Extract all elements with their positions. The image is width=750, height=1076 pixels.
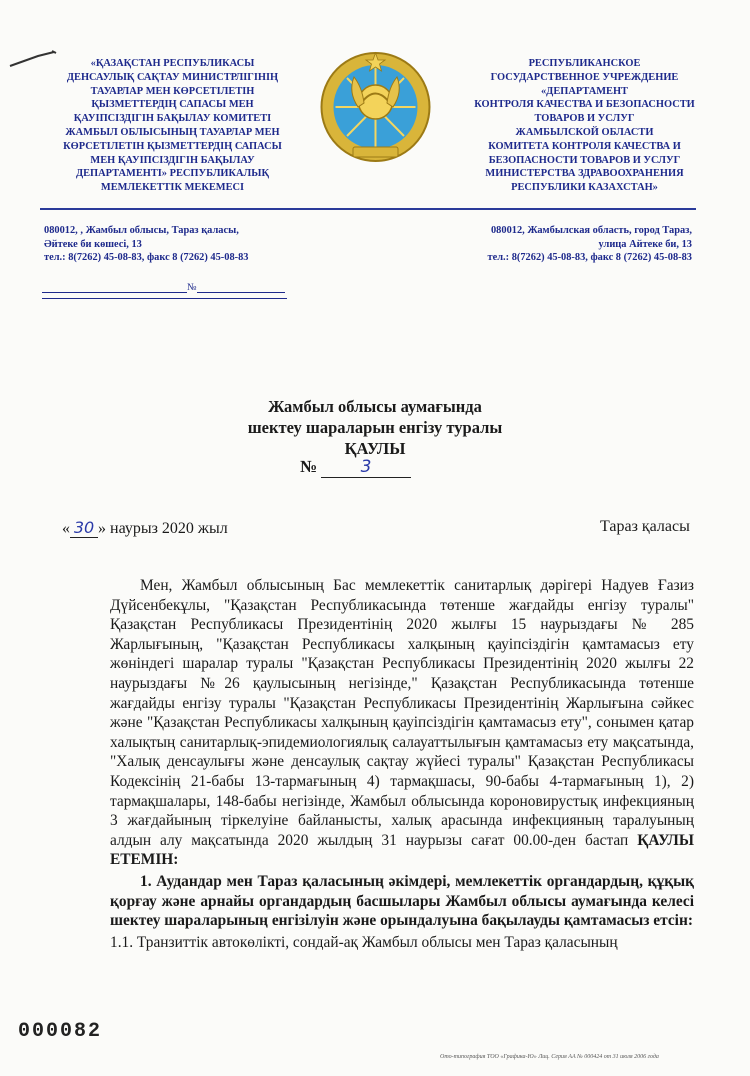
header-divider bbox=[40, 208, 696, 210]
header-left-line: ЖАМБЫЛ ОБЛЫСЫНЫҢ ТАУАРЛАР МЕН bbox=[65, 126, 280, 138]
document-number-line bbox=[300, 457, 411, 478]
header-right-line: РЕСПУБЛИКИ КАЗАХСТАН» bbox=[511, 182, 658, 194]
address-right-line: тел.: 8(7262) 45-08-83, факс 8 (7262) 45-08-83 bbox=[487, 252, 692, 263]
header-left-line: ДЕНСАУЛЫҚ САҚТАУ МИНИСТРЛІГІНІҢ bbox=[66, 71, 279, 83]
header-left-line: ТАУАРЛАР МЕН КӨРСЕТІЛЕТІН bbox=[90, 85, 255, 97]
document-city: Тараз қаласы bbox=[600, 518, 690, 535]
header-right-line: КОНТРОЛЯ КАЧЕСТВА И БЕЗОПАСНОСТИ bbox=[474, 99, 695, 111]
registration-number-line bbox=[42, 282, 285, 293]
document-title-line2: шектеу шараларын енгізу туралы bbox=[247, 418, 503, 437]
header-right-line: «ДЕПАРТАМЕНТ bbox=[540, 85, 628, 97]
header-left-line: ҚЫЗМЕТТЕРДІҢ САПАСЫ МЕН bbox=[91, 99, 254, 111]
resolution-phrase: ҚАУЛЫ ЕТЕМІН: bbox=[110, 831, 694, 869]
print-footer: Ото-типография ТОО «Графика-Ю» Лиц. Серия АА № 000424 от 31 июля 2006 года bbox=[440, 1054, 659, 1060]
address-left bbox=[44, 224, 334, 265]
address-left-line: 080012, , Жамбыл облысы, Тараз қаласы, bbox=[44, 225, 239, 236]
body-paragraph-item1: 1. Аудандар мен Тараз қаласының әкімдері, мемлекеттік органдардың, құқық қорғау және арнайы органдардың басшылары Жамбыл облысы аумағында келесі шектеу шараларының енгізілуін және орындалуына бақылауды қамтамасыз етсін: bbox=[110, 872, 694, 930]
address-right bbox=[430, 224, 692, 265]
header-left-line: МЕН ҚАУІПСІЗДІГІН БАҚЫЛАУ bbox=[90, 154, 255, 166]
header-right-line: ТОВАРОВ И УСЛУГ bbox=[534, 113, 635, 125]
document-type-heading: ҚАУЛЫ bbox=[344, 439, 406, 458]
preamble-text: Мен, Жамбыл облысының Бас мемлекеттік санитарлық дәрігері Надуев Ғазиз Дүйсенбекұлы, "Қазақстан Республикасында төтенше жағдайды енгізу туралы" Қазақстан Республикасы Президентінің 2020 жылғы 15 наурыздағы № 285 Жарлығының, "Қазақстан Республикасы халқының қауіпсіздігін қамтамасыз ету жөніндегі шаралар туралы "Қазақстан Республикасы Президентінің 2020 жылғы 22 наурыздағы №26 қаулысының негізінде," Қазақстан Республикасында төтенше жағдайды енгізу туралы "Қазақстан Республикасы Президентінің Жарлығына сәйкес және "Қазақстан Республикасы халқының қауіпсіздігін қамтамасыз ету", сонымен қатар халықтың санитарлық-эпидемиологиялық салауаттылығын қамтамасыз ету мақсатында, "Халық денсаулығы және денсаулық сақтау жүйесі туралы" Қазақстан Республикасы Кодексінің 21-бабы 13-тармағының 4) тармақшасы, 90-бабы 4-тармағының 1), 2) тармақшалары, 148-бабы негізінде, Жамбыл облысында короновирустық инфекцияның 3 жағдайының тіркелуіне байланысты, халық арасында инфекцияның таралуының алдын алу мақсатында 2020 жылдың 31 наурызы сағат 00.00-ден бастап bbox=[110, 577, 694, 849]
header-right-russian bbox=[452, 57, 717, 195]
address-left-line: тел.: 8(7262) 45-08-83, факс 8 (7262) 45-08-83 bbox=[44, 252, 249, 263]
document-body bbox=[110, 576, 694, 952]
body-paragraph-item1-1: 1.1. Транзиттік автокөлікті, сондай-ақ Жамбыл облысы мен Тараз қаласының bbox=[110, 933, 618, 951]
document-date bbox=[62, 518, 228, 538]
date-day: 30 bbox=[70, 518, 98, 538]
header-right-line: БЕЗОПАСНОСТИ ТОВАРОВ И УСЛУГ bbox=[488, 154, 681, 166]
header-left-line: КӨРСЕТІЛЕТІН ҚЫЗМЕТТЕРДІҢ САПАСЫ bbox=[63, 140, 282, 152]
address-right-line: улица Айтеке би, 13 bbox=[598, 238, 692, 250]
registration-underline bbox=[42, 298, 287, 299]
header-left-line: ҚАУІПСІЗДІГІН БАҚЫЛАУ КОМИТЕТІ bbox=[73, 113, 272, 125]
document-number-sign: № bbox=[300, 457, 318, 476]
header-left-line: ДЕПАРТАМЕНТІ» РЕСПУБЛИКАЛЫҚ bbox=[75, 168, 270, 180]
kazakhstan-emblem-icon bbox=[318, 47, 433, 172]
address-left-line: Әйтеке би көшесі, 13 bbox=[44, 238, 142, 250]
header-right-line: КОМИТЕТА КОНТРОЛЯ КАЧЕСТВА И bbox=[488, 140, 681, 152]
body-paragraph-preamble bbox=[110, 576, 694, 870]
header-right-line: ГОСУДАРСТВЕННОЕ УЧРЕЖДЕНИЕ bbox=[490, 71, 679, 83]
header-left-line: МЕМЛЕКЕТТІК МЕКЕМЕСІ bbox=[100, 182, 245, 194]
registration-number-sign: № bbox=[187, 282, 197, 293]
header-right-line: МИНИСТЕРСТВА ЗДРАВООХРАНЕНИЯ bbox=[485, 168, 684, 180]
document-number: 3 bbox=[321, 457, 411, 478]
header-right-line: РЕСПУБЛИКАНСКОЕ bbox=[528, 58, 641, 69]
header-left-kazakh bbox=[40, 57, 305, 195]
registration-blank bbox=[197, 282, 285, 293]
header-left-line: «ҚАЗАҚСТАН РЕСПУБЛИКАСЫ bbox=[90, 58, 255, 69]
document-title-line1: Жамбыл облысы аумағында bbox=[268, 397, 482, 416]
address-right-line: 080012, Жамбылская область, город Тараз, bbox=[490, 225, 692, 236]
date-open-quote: « bbox=[62, 520, 70, 537]
header-right-line: ЖАМБЫЛСКОЙ ОБЛАСТИ bbox=[515, 126, 654, 138]
date-month-year: » наурыз 2020 жыл bbox=[98, 520, 228, 537]
registration-blank bbox=[42, 282, 187, 293]
stamp-serial-number: 000082 bbox=[18, 1020, 103, 1043]
